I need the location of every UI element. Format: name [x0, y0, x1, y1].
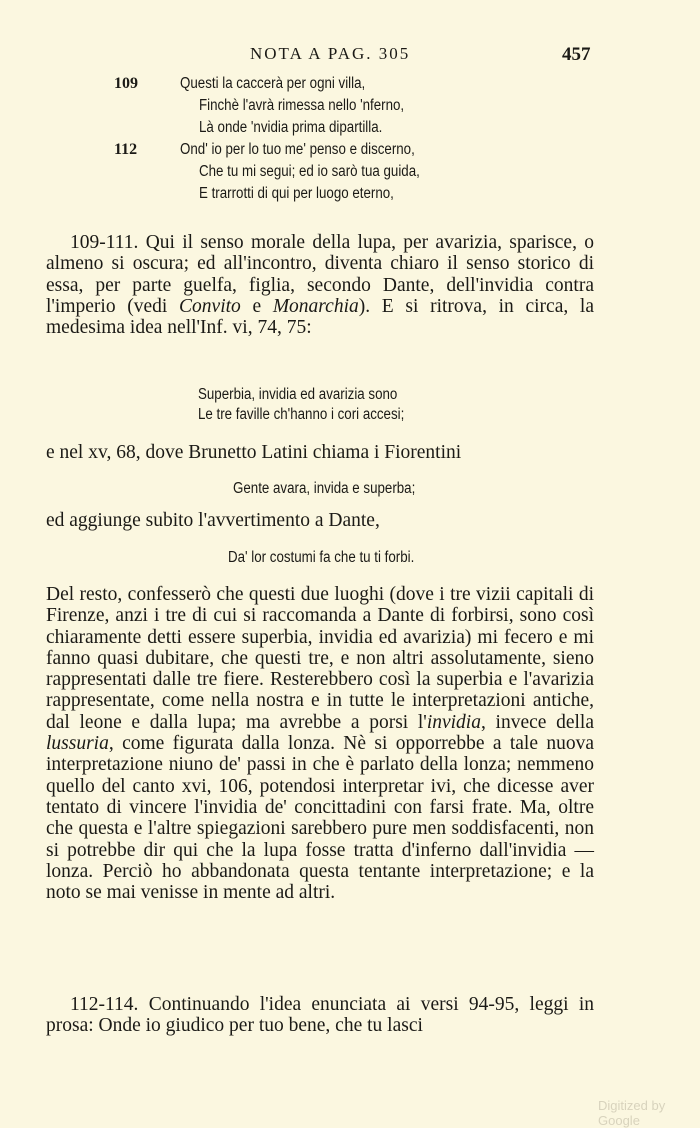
verse-text: Finchè l'avrà rimessa nello 'nferno, [199, 97, 405, 114]
verse-line [0, 141, 700, 163]
emphasis-word: invidia [426, 711, 481, 733]
verse-number: 109 [114, 75, 138, 92]
note-paragraph: 112-114. Continuando l'idea enunciata ai versi 94-95, leggi in prosa: Onde io giudico per tuo bene, che tu lasci [46, 994, 594, 1037]
verse-line [0, 119, 700, 141]
verse-text: Ond' io per lo tuo me' penso e discerno, [180, 141, 415, 158]
work-title: Monarchia [272, 295, 359, 317]
note-112-114 [46, 994, 594, 1037]
quote-line: Le tre faville ch'hanno i cori accesi; [198, 406, 405, 423]
text-line: e nel xv, 68, dove Brunetto Latini chiama i Fiorentini [46, 442, 462, 463]
verse-text: Questi la caccerà per ogni villa, [180, 75, 366, 92]
emphasis-word: lussuria [46, 733, 109, 755]
text-line: ed aggiunge subito l'avvertimento a Dante, [46, 510, 380, 531]
quote-line: Gente avara, invida e superba; [233, 480, 416, 497]
paragraph-del-resto [46, 584, 594, 903]
verse-number: 112 [114, 141, 138, 158]
verse-text: Là onde 'nvidia prima dipartilla. [199, 119, 383, 136]
verse-line [0, 185, 700, 207]
verse-text: E trarrotti di qui per luogo eterno, [199, 185, 394, 202]
note-paragraph: 109-111. Qui il senso morale della lupa, per avarizia, sparisce, o almeno si oscura; ed all'incontro, diventa chiaro il senso storico di essa, per parte guelfa, figlia, secondo Dante, dell'invidia contra l'imperio (vedi Convito e Monarchia). E si ritrova, in circa, la medesima idea nell'Inf. vi, 74, 75: [46, 232, 594, 339]
verse-text: Che tu mi segui; ed io sarò tua guida, [199, 163, 420, 180]
digitization-watermark: Digitized by Google [598, 1098, 666, 1128]
body-paragraph: Del resto, confesserò che questi due luoghi (dove i tre vizii capitali di Firenze, anzi i tre di cui si raccomanda a Dante di forbirsi, sono così chiaramente detti essere superbia, invidia ed avarizia) mi fecero e mi fanno quasi dubitare, che questi tre, e non altri assolutamente, sieno rappresentati dalle tre fiere. Resterebbero così la superbia e l'avarizia rappresentate, come nella nostra e in tutte le interpretazioni antiche, dal leone e dalla lupa; ma avrebbe a porsi l'invidia, invece della lussuria, come figurata dalla lonza. Nè si opporrebbe a tale nuova interpretazione niuno de' passi in che è parlato della lonza; nemmeno quello del canto xvi, 106, potendosi interpretar ivi, che dicesse aver tentato di vincere l'invidia de' concittadini con farsi frate. Ma, oltre che questa e l'altre spiegazioni sarebbero pure men soddisfacenti, non si potrebbe dir qui che la lupa fosse tratta d'inferno dall'invidia — lonza. Perciò ho abbandonata questa tentante interpretazione; e la noto se mai venisse in mente ad altri. [46, 584, 594, 904]
quote-line: Da' lor costumi fa che tu ti forbi. [228, 549, 415, 566]
running-title: NOTA A PAG. 305 [250, 44, 411, 63]
quote-line: Superbia, invidia ed avarizia sono [198, 386, 398, 403]
work-title: Convito [179, 295, 241, 317]
page-header [0, 44, 700, 68]
page-number: 457 [562, 44, 591, 65]
verse-line [0, 75, 700, 97]
verse-line [0, 163, 700, 185]
verse-line [0, 97, 700, 119]
verse-block [0, 75, 700, 207]
note-109-111 [46, 232, 594, 338]
